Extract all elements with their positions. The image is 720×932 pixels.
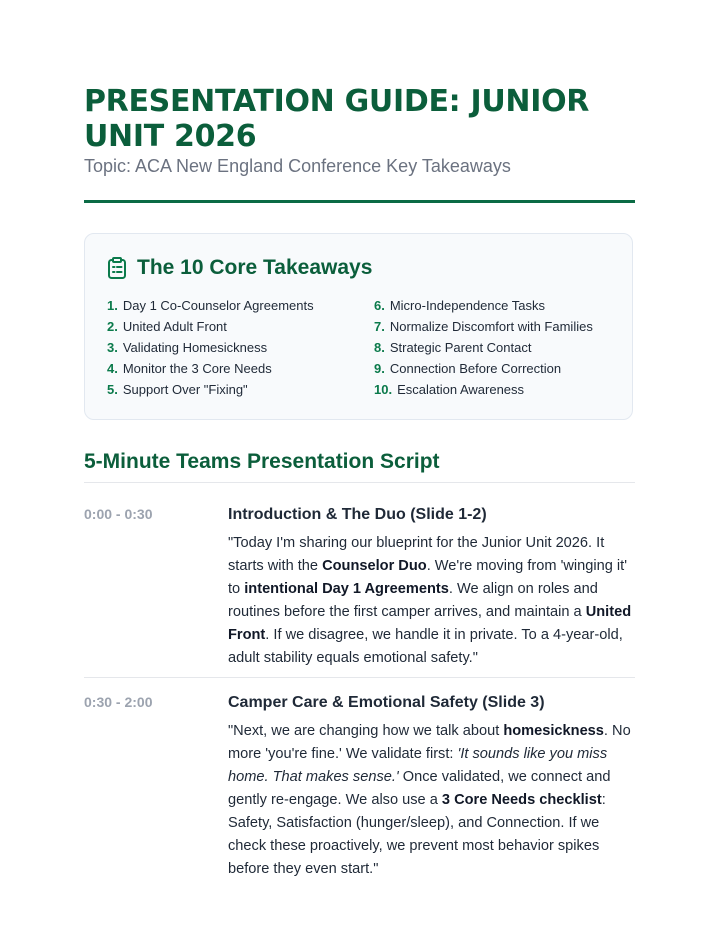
clipboard-list-icon [107,257,127,279]
takeaway-item [374,340,531,355]
takeaways-card [84,233,633,420]
takeaway-item [374,319,593,334]
takeaways-title: The 10 Core Takeaways [137,256,373,279]
takeaway-item [107,340,267,355]
takeaway-item [107,319,227,334]
header-divider [84,200,635,203]
segment-time: 0:30 - 2:00 [84,694,153,710]
section-divider [84,482,635,483]
takeaway-item [107,298,314,313]
takeaway-label: United Adult Front [122,319,227,334]
segment-heading: Introduction & The Duo (Slide 1-2) [228,506,487,523]
takeaway-label: Strategic Parent Contact [389,340,532,355]
takeaway-number: 5. [107,382,118,397]
script-section-title: 5-Minute Teams Presentation Script [84,450,440,473]
segment-body: "Next, we are changing how we talk about homesickness. No more 'you're fine.' We validate first: 'It sounds like you miss home. That makes sense.' Once validated, we connect and gently re-engage. We also use a 3 Core Needs checklist: Safety, Satisfaction (hunger/sleep), and Connection. If we check these proactively, we prevent most behavior spikes before they even start." [228,723,631,877]
takeaway-number: 7. [374,319,385,334]
takeaway-label: Support Over "Fixing" [122,382,248,397]
segment-body: "Today I'm sharing our blueprint for the Junior Unit 2026. It starts with the Counselor Duo. We're moving from 'winging it' to intentional Day 1 Agreements. We align on roles and routines before the first camper arrives, and maintain a United Front. If we disagree, we handle it in private. To a 4-year-old, adult stability equals emotional safety." [228,535,632,666]
takeaway-label: Normalize Discomfort with Families [389,319,593,334]
takeaway-label: Validating Homesickness [122,340,268,355]
takeaway-item [107,361,272,376]
page-title: PRESENTATION GUIDE: JUNIOR UNIT 2026 [84,84,590,154]
takeaways-card-header [107,256,372,280]
takeaway-label: Connection Before Correction [389,361,562,376]
takeaway-number: 10. [374,382,393,397]
takeaway-item [374,298,545,313]
takeaway-number: 6. [374,298,385,313]
takeaway-number: 9. [374,361,385,376]
takeaway-label: Micro-Independence Tasks [389,298,545,313]
takeaway-number: 8. [374,340,385,355]
takeaway-number: 1. [107,298,118,313]
takeaway-item [374,361,561,376]
takeaway-number: 4. [107,361,118,376]
takeaway-item [107,382,248,397]
takeaway-label: Day 1 Co-Counselor Agreements [122,298,314,313]
segment-divider [84,677,635,678]
takeaway-label: Escalation Awareness [397,382,525,397]
segment-time: 0:00 - 0:30 [84,506,153,522]
takeaway-number: 2. [107,319,118,334]
takeaway-item [374,382,524,397]
segment-heading: Camper Care & Emotional Safety (Slide 3) [228,694,545,711]
page-subtitle: Topic: ACA New England Conference Key Takeaways [84,156,511,176]
takeaway-label: Monitor the 3 Core Needs [122,361,272,376]
takeaway-number: 3. [107,340,118,355]
